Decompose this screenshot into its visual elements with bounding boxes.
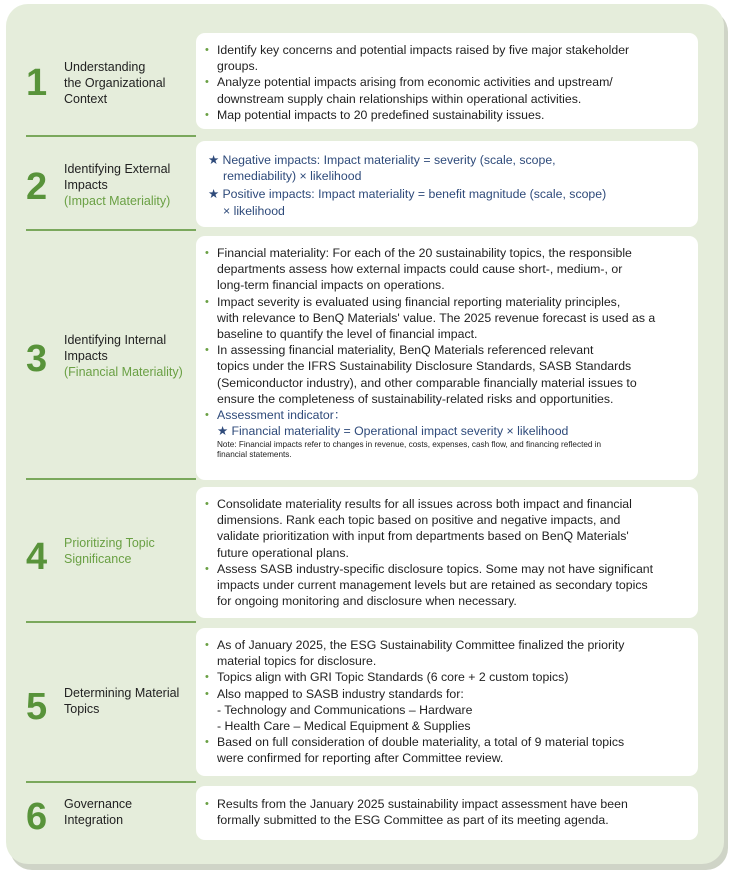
divider (26, 229, 196, 231)
step-title: Prioritizing Topic Significance (64, 536, 155, 566)
divider (26, 781, 196, 783)
assessment-indicator: • Assessment indicator： ★ Financial materiality = Operational impact severity × likelihood (196, 407, 698, 439)
step-card (196, 786, 698, 840)
step-card (196, 236, 698, 480)
list-item: • Assess SASB industry-specific disclosure topics. Some may not have significant impacts under current management levels but are retained as secondary topics for ongoing monitoring and disclosure when necessary. (196, 561, 698, 610)
list-item: • Impact severity is evaluated using financial reporting materiality principles, with relevance to BenQ Materials' value. The 2025 revenue forecast is used as a baseline to quantify the level of financial impact. (196, 294, 698, 343)
list-item: • In assessing financial materiality, BenQ Materials referenced relevant topics under the IFRS Sustainability Disclosure Standards, SASB Standards (Semiconductor industry), and other comparable financially material issues to ensure the completeness of sustainability-related risks and opportunities. (196, 342, 698, 407)
list-item: • Map potential impacts to 20 predefined sustainability issues. (196, 107, 698, 123)
step-title: Governance Integration (64, 797, 133, 827)
step-number: 2 (26, 166, 48, 208)
step-card (196, 33, 698, 129)
step-number: 5 (26, 686, 48, 728)
positive-impact-formula: ★ Positive impacts: Impact materiality = benefit magnitude (scale, scope) × likelihood (208, 187, 607, 218)
divider (26, 621, 196, 623)
divider (26, 478, 196, 480)
step-card (196, 487, 698, 618)
list-item: • As of January 2025, the ESG Sustainability Committee finalized the priority material topics for disclosure. (196, 637, 698, 669)
list-item: • Financial materiality: For each of the 20 sustainability topics, the responsible departments assess how external impacts could cause short-, medium-, or long-term financial impacts on operations. (196, 245, 698, 294)
list-item: • Results from the January 2025 sustainability impact assessment have been formally submitted to the ESG Committee as part of its meeting agenda. (196, 796, 698, 828)
step-title: Identifying External Impacts (Impact Materiality) (64, 162, 171, 208)
list-item: • Also mapped to SASB industry standards for: - Technology and Communications – Hardware - Health Care – Medical Equipment & Supplies (196, 686, 698, 735)
step-number: 4 (26, 536, 48, 578)
step-number: 1 (26, 62, 48, 104)
negative-impact-formula: ★ Negative impacts: Impact materiality = severity (scale, scope, remediability) × likelihood (208, 153, 556, 184)
list-item: • Analyze potential impacts arising from economic activities and upstream/ downstream supply chain relationships within operational activities. (196, 74, 698, 106)
list-item: • Identify key concerns and potential impacts raised by five major stakeholder groups. (196, 42, 698, 74)
step-title: Identifying Internal Impacts (Financial Materiality) (64, 333, 183, 379)
list-item: • Consolidate materiality results for all issues across both impact and financial dimensions. Rank each topic based on positive and negative impacts, and validate prioritization with input from departments based on BenQ Materials' future operational plans. (196, 496, 698, 561)
list-item: • Based on full consideration of double materiality, a total of 9 material topics were confirmed for reporting after Committee review. (196, 734, 698, 766)
step-number: 3 (26, 338, 48, 380)
step-title: Determining Material Topics (64, 686, 180, 716)
step-title: Understanding the Organizational Context (64, 60, 166, 106)
step-card (196, 628, 698, 776)
step-number: 6 (26, 796, 48, 838)
list-item: • Topics align with GRI Topic Standards (6 core + 2 custom topics) (196, 669, 698, 685)
footnote: Note: Financial impacts refer to changes in revenue, costs, expenses, cash flow, and financing reflected in financial statements. (217, 440, 602, 460)
divider (26, 135, 196, 137)
step-card (196, 141, 698, 227)
